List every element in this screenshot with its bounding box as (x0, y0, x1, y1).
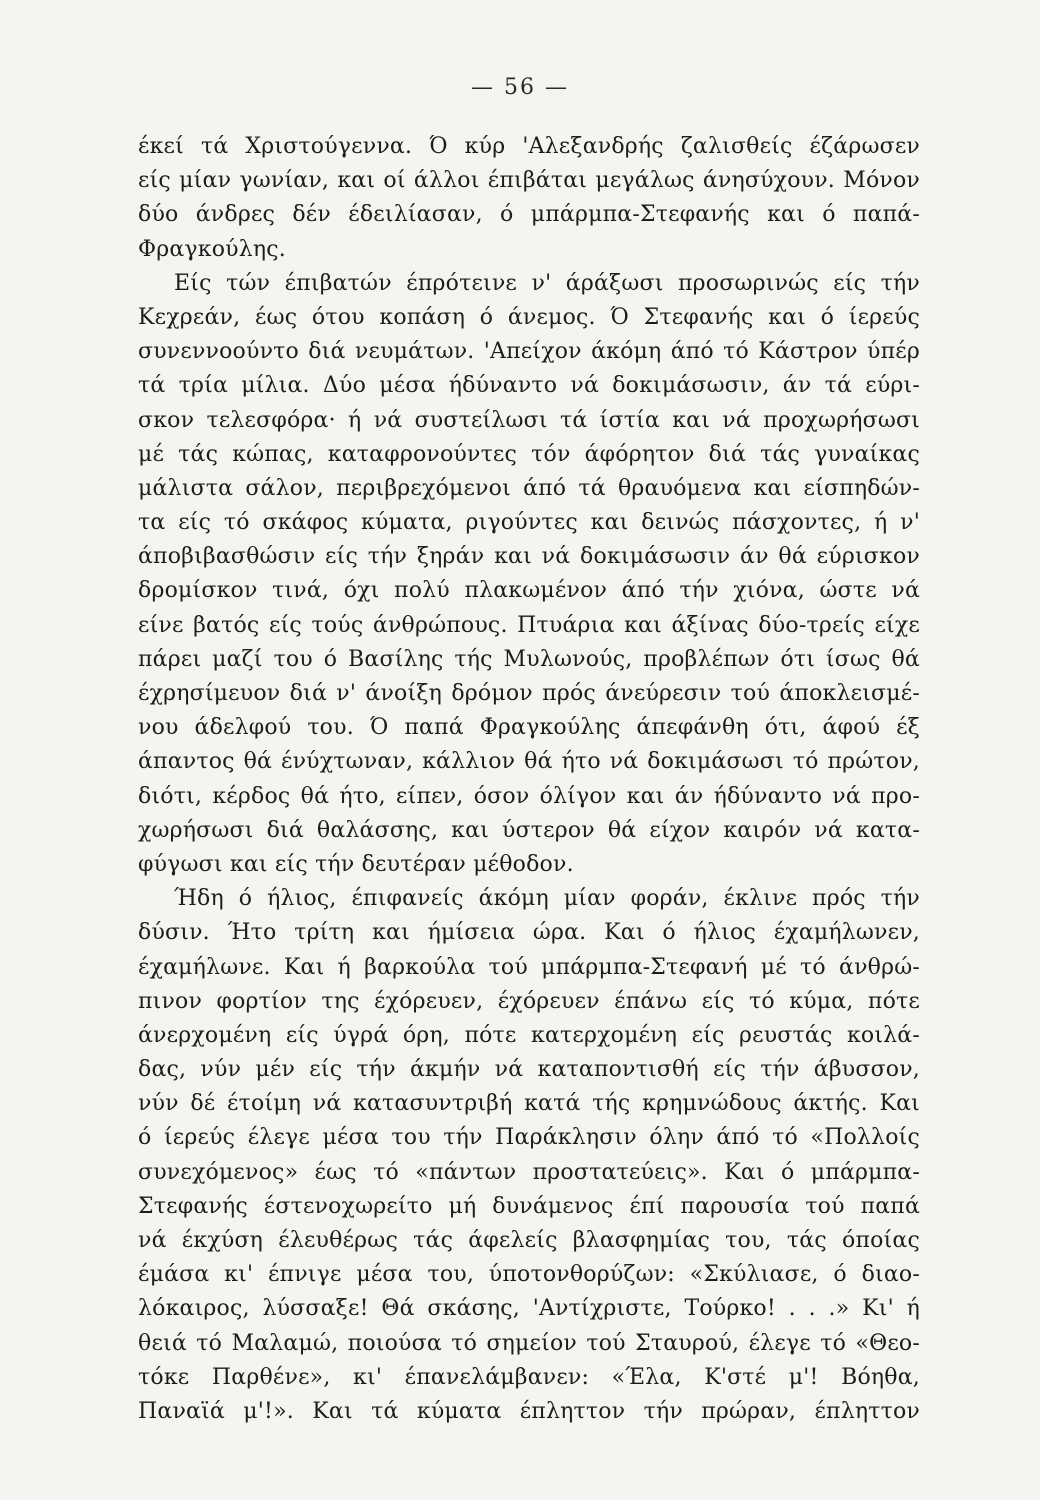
text-line: έμάσα κι' έπνιγε μέσα του, ύποτονθορύζων: «Σκύλιασε, ό διαο- (138, 1262, 920, 1288)
text-line: νύν δέ έτοίμη νά κατασυντριβή κατά τής κρημνώδους άκτής. Και (138, 1091, 920, 1117)
body-text (138, 130, 920, 1429)
text-line: ό ίερεύς έλεγε μέσα του τήν Παράκλησιν όλην άπό τό «Πολλοίς (138, 1125, 920, 1151)
text-line: έχαμήλωνε. Και ή βαρκούλα τού μπάρμπα-Στεφανή μέ τό άνθρώ- (138, 954, 920, 980)
text-line: Είς τών έπιβατών έπρότεινε ν' άράξωσι προσωρινώς είς τήν (174, 270, 920, 296)
text-line: φύγωσι και είς τήν δευτέραν μέθοδον. (138, 851, 574, 877)
text-line: χωρήσωσι διά θαλάσσης, και ύστερον θά είχον καιρόν νά κατα- (138, 817, 920, 843)
text-line: πάρει μαζί του ό Βασίλης τής Μυλωνούς, προβλέπων ότι ίσως θά (138, 646, 920, 672)
text-line: έχρησίμευον διά ν' άνοίξη δρόμον πρός άνεύρεσιν τού άποκλεισμέ- (138, 681, 920, 706)
text-line: άποβιβασθώσιν είς τήν ξηράν και νά δοκιμάσωσιν άν θά εύρισκον (138, 544, 920, 570)
text-line: Ήδη ό ήλιος, έπιφανείς άκόμη μίαν φοράν, έκλινε πρός τήν (174, 886, 920, 912)
text-line: τα είς τό σκάφος κύματα, ριγούντες και δεινώς πάσχοντες, ή ν' (138, 510, 920, 536)
text-line: άνερχομένη είς ύγρά όρη, πότε κατερχομένη είς ρευστάς κοιλά- (138, 1022, 920, 1048)
text-line: συνεχόμενος» έως τό «πάντων προστατεύεις». Και ό μπάρμπα- (138, 1159, 920, 1185)
text-line: είνε βατός είς τούς άνθρώπους. Πτυάρια και άξίνας δύο-τρείς είχε (138, 612, 920, 638)
text-line: Φραγκούλης. (138, 236, 286, 262)
text-line: πινον φορτίον της έχόρευεν, έχόρευεν έπάνω είς τό κύμα, πότε (138, 988, 920, 1014)
text-line: λόκαιρος, λύσσαξε! Θά σκάσης, 'Αντίχριστε, Τούρκο! . . .» Κι' ή (138, 1296, 920, 1322)
page-number: — 56 — (471, 75, 569, 100)
text-line: μέ τάς κώπας, καταφρονούντες τόν άφόρητον διά τάς γυναίκας (138, 441, 920, 467)
text-line: δας, νύν μέν είς τήν άκμήν νά καταποντισθή είς τήν άβυσσον, (138, 1057, 920, 1083)
text-line: θειά τό Μαλαμώ, ποιούσα τό σημείον τού Σταυρού, έλεγε τό «Θεο- (138, 1330, 920, 1356)
text-line: δύσιν. Ήτο τρίτη και ήμίσεια ώρα. Και ό ήλιος έχαμήλωνεν, (138, 920, 920, 946)
text-line: δρομίσκον τινά, όχι πολύ πλακωμένον άπό τήν χιόνα, ώστε νά (138, 578, 920, 604)
text-line: τόκε Παρθένε», κι' έπανελάμβανεν: «Έλα, Κ'στέ μ'! Βόηθα, (138, 1364, 920, 1390)
text-line: μάλιστα σάλον, περιβρεχόμενοι άπό τά θραυόμενα και είσπηδών- (138, 475, 920, 501)
text-line: διότι, κέρδος θά ήτο, είπεν, όσον όλίγον και άν ήδύναντο νά προ- (138, 783, 920, 809)
text-line: δύο άνδρες δέν έδειλίασαν, ό μπάρμπα-Στεφανής και ό παπά- (138, 202, 920, 228)
text-line: τά τρία μίλια. Δύο μέσα ήδύναντο νά δοκιμάσωσιν, άν τά εύρι- (138, 373, 920, 399)
text-line: συνεννοούντο διά νευμάτων. 'Απείχον άκόμη άπό τό Κάστρον ύπέρ (138, 339, 920, 365)
text-line: νά έκχύση έλευθέρως τάς άφελείς βλασφημίας του, τάς όποίας (138, 1228, 920, 1253)
text-line: σκον τελεσφόρα· ή νά συστείλωσι τά ίστία και νά προχωρήσωσι (138, 407, 920, 433)
text-line: Παναϊά μ'!». Και τά κύματα έπληττον τήν πρώραν, έπληττον (138, 1398, 920, 1424)
text-line: είς μίαν γωνίαν, και οί άλλοι έπιβάται μεγάλως άνησύχουν. Μόνον (138, 168, 920, 194)
text-line: Κεχρεάν, έως ότου κοπάση ό άνεμος. Ό Στεφανής και ό ίερεύς (138, 304, 920, 330)
text-line: Στεφανής έστενοχωρείτο μή δυνάμενος έπί παρουσία τού παπά (138, 1193, 920, 1219)
text-line: άπαντος θά ένύχτωναν, κάλλιον θά ήτο νά δοκιμάσωσι τό πρώτον, (138, 749, 920, 775)
text-line: έκεί τά Χριστούγεννα. Ό κύρ 'Αλεξανδρής ζαλισθείς έζάρωσεν (138, 134, 920, 159)
text-line: νου άδελφού του. Ό παπά Φραγκούλης άπεφάνθη ότι, άφού έξ (138, 715, 920, 741)
